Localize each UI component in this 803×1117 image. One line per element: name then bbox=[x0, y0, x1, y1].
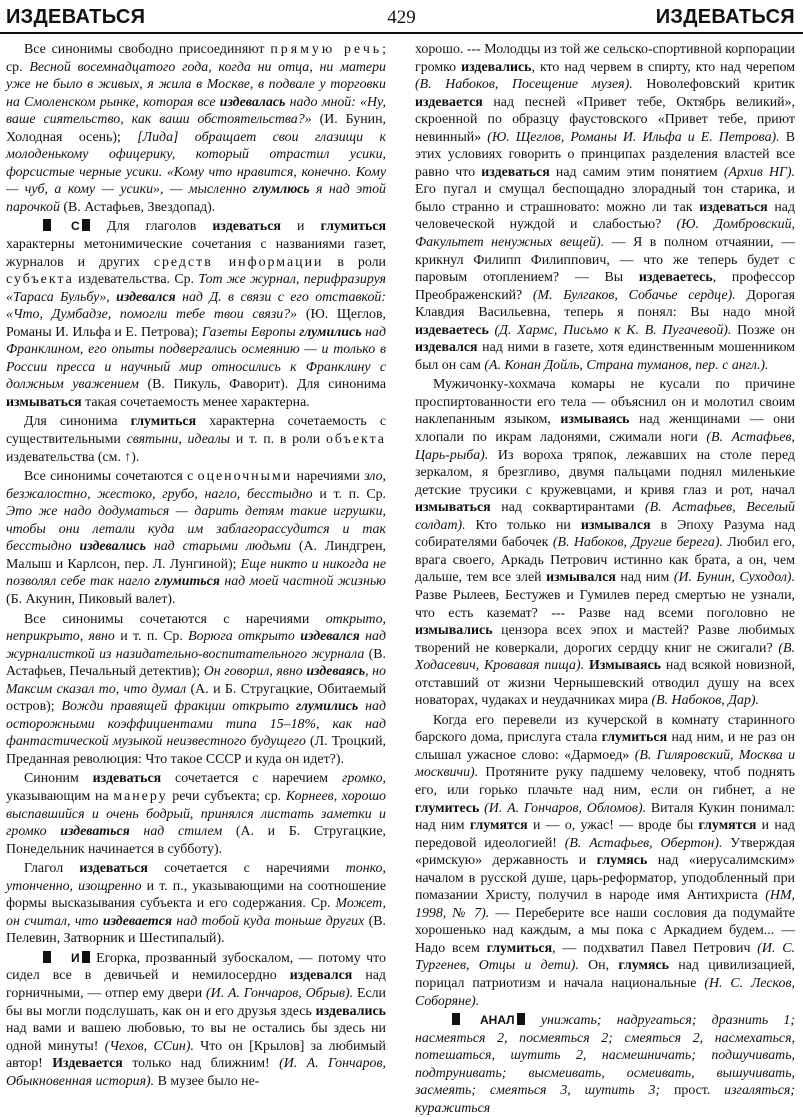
paragraph-text: Мужичонку-хохмача комары не кусали по причине проспиртованности его тела — объяснил он и молотил своим наклепанным языком, измываясь над женщинами — они хлопали по икрам ладонями, сжимали ноги (В. Астафьев, Царь-рыба). Из вороха тряпок, лежавших на столе перед зеркалом, я брезгливо, двумя пальцами поднял миленькие детские трусики с кружевцами, и кривя глаз и рот, начал измываться над соквартирантами (В. Астафьев, Веселый солдат). Кто только ни измывался в Эпоху Разума над собирателями бабочек (В. Набоков, Другие берега). Любил его, врага своего, Аркадь Петрович истинно как брата, а он, чем дальше, тем все злей измывался над ним (И. Бунин, Суходол). Разве Рылеев, Бестужев и Гумилев перед смертью не узнали, что есть каземат? --- Разве над всеми поголовно не измывались цензора всех эпох и мастей? Разве любимых творений не коверкали, дорогих сердцу книг не сжигали? (В. Ходасевич, Кровавая пища). Измываясь над всякой новизной, отставший от жизни Чернышевский отводил душу на всех новаторах, чудаках и неудачниках мира (В. Набоков, Дар). bbox=[415, 377, 796, 709]
right-column-paragraph bbox=[415, 1012, 795, 1117]
paragraph-text: Для глаголов издеваться и глумиться характерны метонимические сочетания с названиями газет, журналов и других средств информации в роли субъекта издевательства. Ср. Тот же журнал, перифразируя «Тараса Бульбу», издевался над Д. в связи с его отставкой: «Что, Думбадзе, помогли тебе твои связи?» (Ю. Щеглов, Романы И. Ильфа и Е. Петрова); Газеты Европы глумились над Франклином, его опыты подвергались осмеянию — и только в России пресса и научный мир относились к Франклину с должным уважением (В. Пикуль, Фаворит). Для синонима измываться такая сочетаемость менее характерна. bbox=[6, 219, 387, 410]
left-column-paragraph bbox=[6, 611, 386, 769]
left-column-paragraph bbox=[6, 218, 386, 411]
paragraph-text: Когда его перевели из кучерской в комнату старинного барского дома, прислуга стала глумиться над ним, и не раз он слышал ужасное слово: «Дармоед» (В. Гиляровский, Москва и москвичи). Протяните руку падшему человеку, чтоб поднять его, или горько плачьте над ним, если он гибнет, а не глумитесь (И. А. Гончаров, Обломов). Виталя Кукин понимал: над ним глумятся и — о, ужас! — вроде бы глумятся и над передовой идеологией! (В. Астафьев, Обертон). Утверждая «римскую» державность и глумясь над «иерусалимским» началом в русской душе, царь-реформатор, уподобленный при помазании Христу, получил в народе имя Антихриста (НМ, 1998, № 7). — Переберите все наши сословия да подумайте хорошенько над каждым, а мы пока с Аркадием будем... — Надо всем глумиться, — подхватил Павел Петрович (И. С. Тургенев, Отцы и дети). Он, глумясь над цивилизацией, порицал патриотизм и начала национальные (Н. С. Лесков, Соборяне). bbox=[415, 712, 796, 1009]
left-column-paragraph bbox=[6, 770, 386, 858]
paragraph-text: Глагол издеваться сочетается с наречиями тонко, утонченно, изощренно и т. п., указывающими на соотношение формы высказывания субъекта и его содержания. Ср. Может, он считал, что издевается над тобой куда тоньше других (В. Пелевин, Затворник и Шестипалый). bbox=[6, 861, 387, 947]
paragraph-text: Все синонимы сочетаются с оценочными наречиями зло, безжалостно, жестоко, грубо, нагло, бесстыдно и т. п. Ср. Это же надо додуматься — дарить детям такие игрушки, чтобы они летали куда им заблагорассудится и так бесстыдно издевались над старыми людьми (А. Линдгрен, Малыш и Карлсон, пер. Л. Лунгиной); Еще никто и никогда не позволял себе так нагло глумиться над моей частной жизнью (Б. Акунин, Пиковый валет). bbox=[6, 469, 386, 607]
paragraph-text: Все синонимы сочетаются с наречиями открыто, неприкрыто, явно и т. п. Ср. Ворюга открыто издевался над журналисткой из назидательно-воспитательного журнала (В. Астафьев, Печальный детектив); Он говорил, явно издеваясь, но Максим сказал то, что думал (А. и Б. Стругацкие, Обитаемый остров); Вожди правящей фракции открыто глумились над осторожными коэффициентами типа 15–18%, как над фантастической музыкой неизвестного будущего (Л. Троцкий, Преданная революция: Что такое СССР и куда он идет?). bbox=[6, 611, 387, 767]
left-column-paragraph bbox=[6, 950, 386, 1090]
page-header bbox=[0, 0, 803, 34]
left-running-headword: ИЗДЕВАТЬСЯ bbox=[6, 6, 146, 28]
left-column-paragraph bbox=[6, 468, 386, 608]
paragraph-text: Синоним издеваться сочетается с наречием громко, указывающим на манеру речи субъекта; ср. Корнеев, хорошо выспавшийся и очень бодрый, принялся листать заметки и громко издеваться над стилем (А. и Б. Стругацкие, Понедельник начинается в субботу). bbox=[6, 771, 386, 857]
paragraph-text: Егорка, прозванный зубоскалом, — потому что сидел все в девичьей и немилосердно издевался над горничными, — отпер ему двери (И. А. Гончаров, Обрыв). Если бы вы могли подслушать, как он и его друзья здесь издевались над вами и вашею любовью, то вы не остались бы здесь ни одной минуты! (Чехов, ССин). Что он [Крылов] за любимый автор! Издевается только над ближним! (И. А. Гончаров, Обыкновенная история). В музее было не- bbox=[6, 950, 386, 1089]
paragraph-text: хорошо. --- Молодцы из той же сельско-спортивной корпорации громко издевались, кто над червем в спирту, кто над черепом (В. Набоков, Посещение музея). Новолефовский критик издевается над песней «Привет тебе, Октябрь великий», скроенной по образцу фаустовского «Привет тебе, приют невинный» (Ю. Щеглов, Романы И. Ильфа и Е. Петрова). В этих условиях говорить о принципах разделения властей все равно что издеваться над самим этим понятием (Архив НГ). Его пугал и смущал беспощадно злорадный тон старика, и было странно и страшновато: можно ли так издеваться над человеческой нуждой и слабостью? (Ю. Домбровский, Факультет ненужных вещей). — Я в полном отчаянии, — крикнул Филипп Филиппович, — что же теперь будет с паровым отоплением? — Вы издеваетесь, профессор Преображенский? (М. Булгаков, Собачье сердце). Дорогая Клавдия Васильевна, теперь я понял: Вы надо мной издеваетесь (Д. Хармс, Письмо к К. В. Пугачевой). Позже он издевался над ними в газете, хотя единственным мошенником был он сам (А. Конан Дойль, Страна туманов, пер. с англ.). bbox=[415, 42, 796, 373]
left-column-paragraph bbox=[6, 413, 386, 466]
right-column-paragraph bbox=[415, 41, 795, 374]
section-marker: АНАЛ bbox=[433, 1013, 526, 1027]
left-text-column bbox=[6, 41, 387, 1089]
paragraph-text: Для синонима глумиться характерна сочетаемость с существительными святыни, идеалы и т. п. в роли объекта издевательства (см. ↑). bbox=[6, 414, 386, 465]
right-column-paragraph bbox=[415, 712, 795, 1010]
section-marker: С bbox=[24, 219, 91, 233]
paragraph-text: Все синонимы свободно присоединяют прямую речь; ср. Весной восемнадцатого года, когда ни отца, ни матери уже не было в живых, я жила в Москве, в подвале у торговки на Смоленском рынке, которая все издевалась надо мной: «Ну, ваше сиятельство, как ваши обстоятельства?» (И. Бунин, Холодная осень); [Лида] обращает свои глазищи к молоденькому офицерику, который отрастил усики, форсистые черные усики. «Кому что нравится, конечно. Кому — чуб, а кому — усики», — мысленно глумлюсь я над этой парочкой (В. Астафьев, Звездопад). bbox=[6, 42, 386, 215]
right-column-paragraph bbox=[415, 376, 795, 709]
section-marker: И bbox=[24, 951, 91, 965]
right-text-column bbox=[415, 41, 796, 1116]
paragraph-text: унижать; надругаться; дразнить 1; насмеяться 2, посмеяться 2; смеяться 2, насмехаться, потешаться, шутить 2, насмешничать; подшучивать, подтрунивать; высмеивать, осмеивать, вышучивать, засмеять; смеяться 3, шутить 3; прост. изгаляться; куражиться bbox=[415, 1013, 795, 1116]
right-running-headword: ИЗДЕВАТЬСЯ bbox=[655, 6, 795, 28]
page-number: 429 bbox=[387, 7, 416, 28]
left-column-paragraph bbox=[6, 41, 386, 216]
left-column-paragraph bbox=[6, 860, 386, 948]
